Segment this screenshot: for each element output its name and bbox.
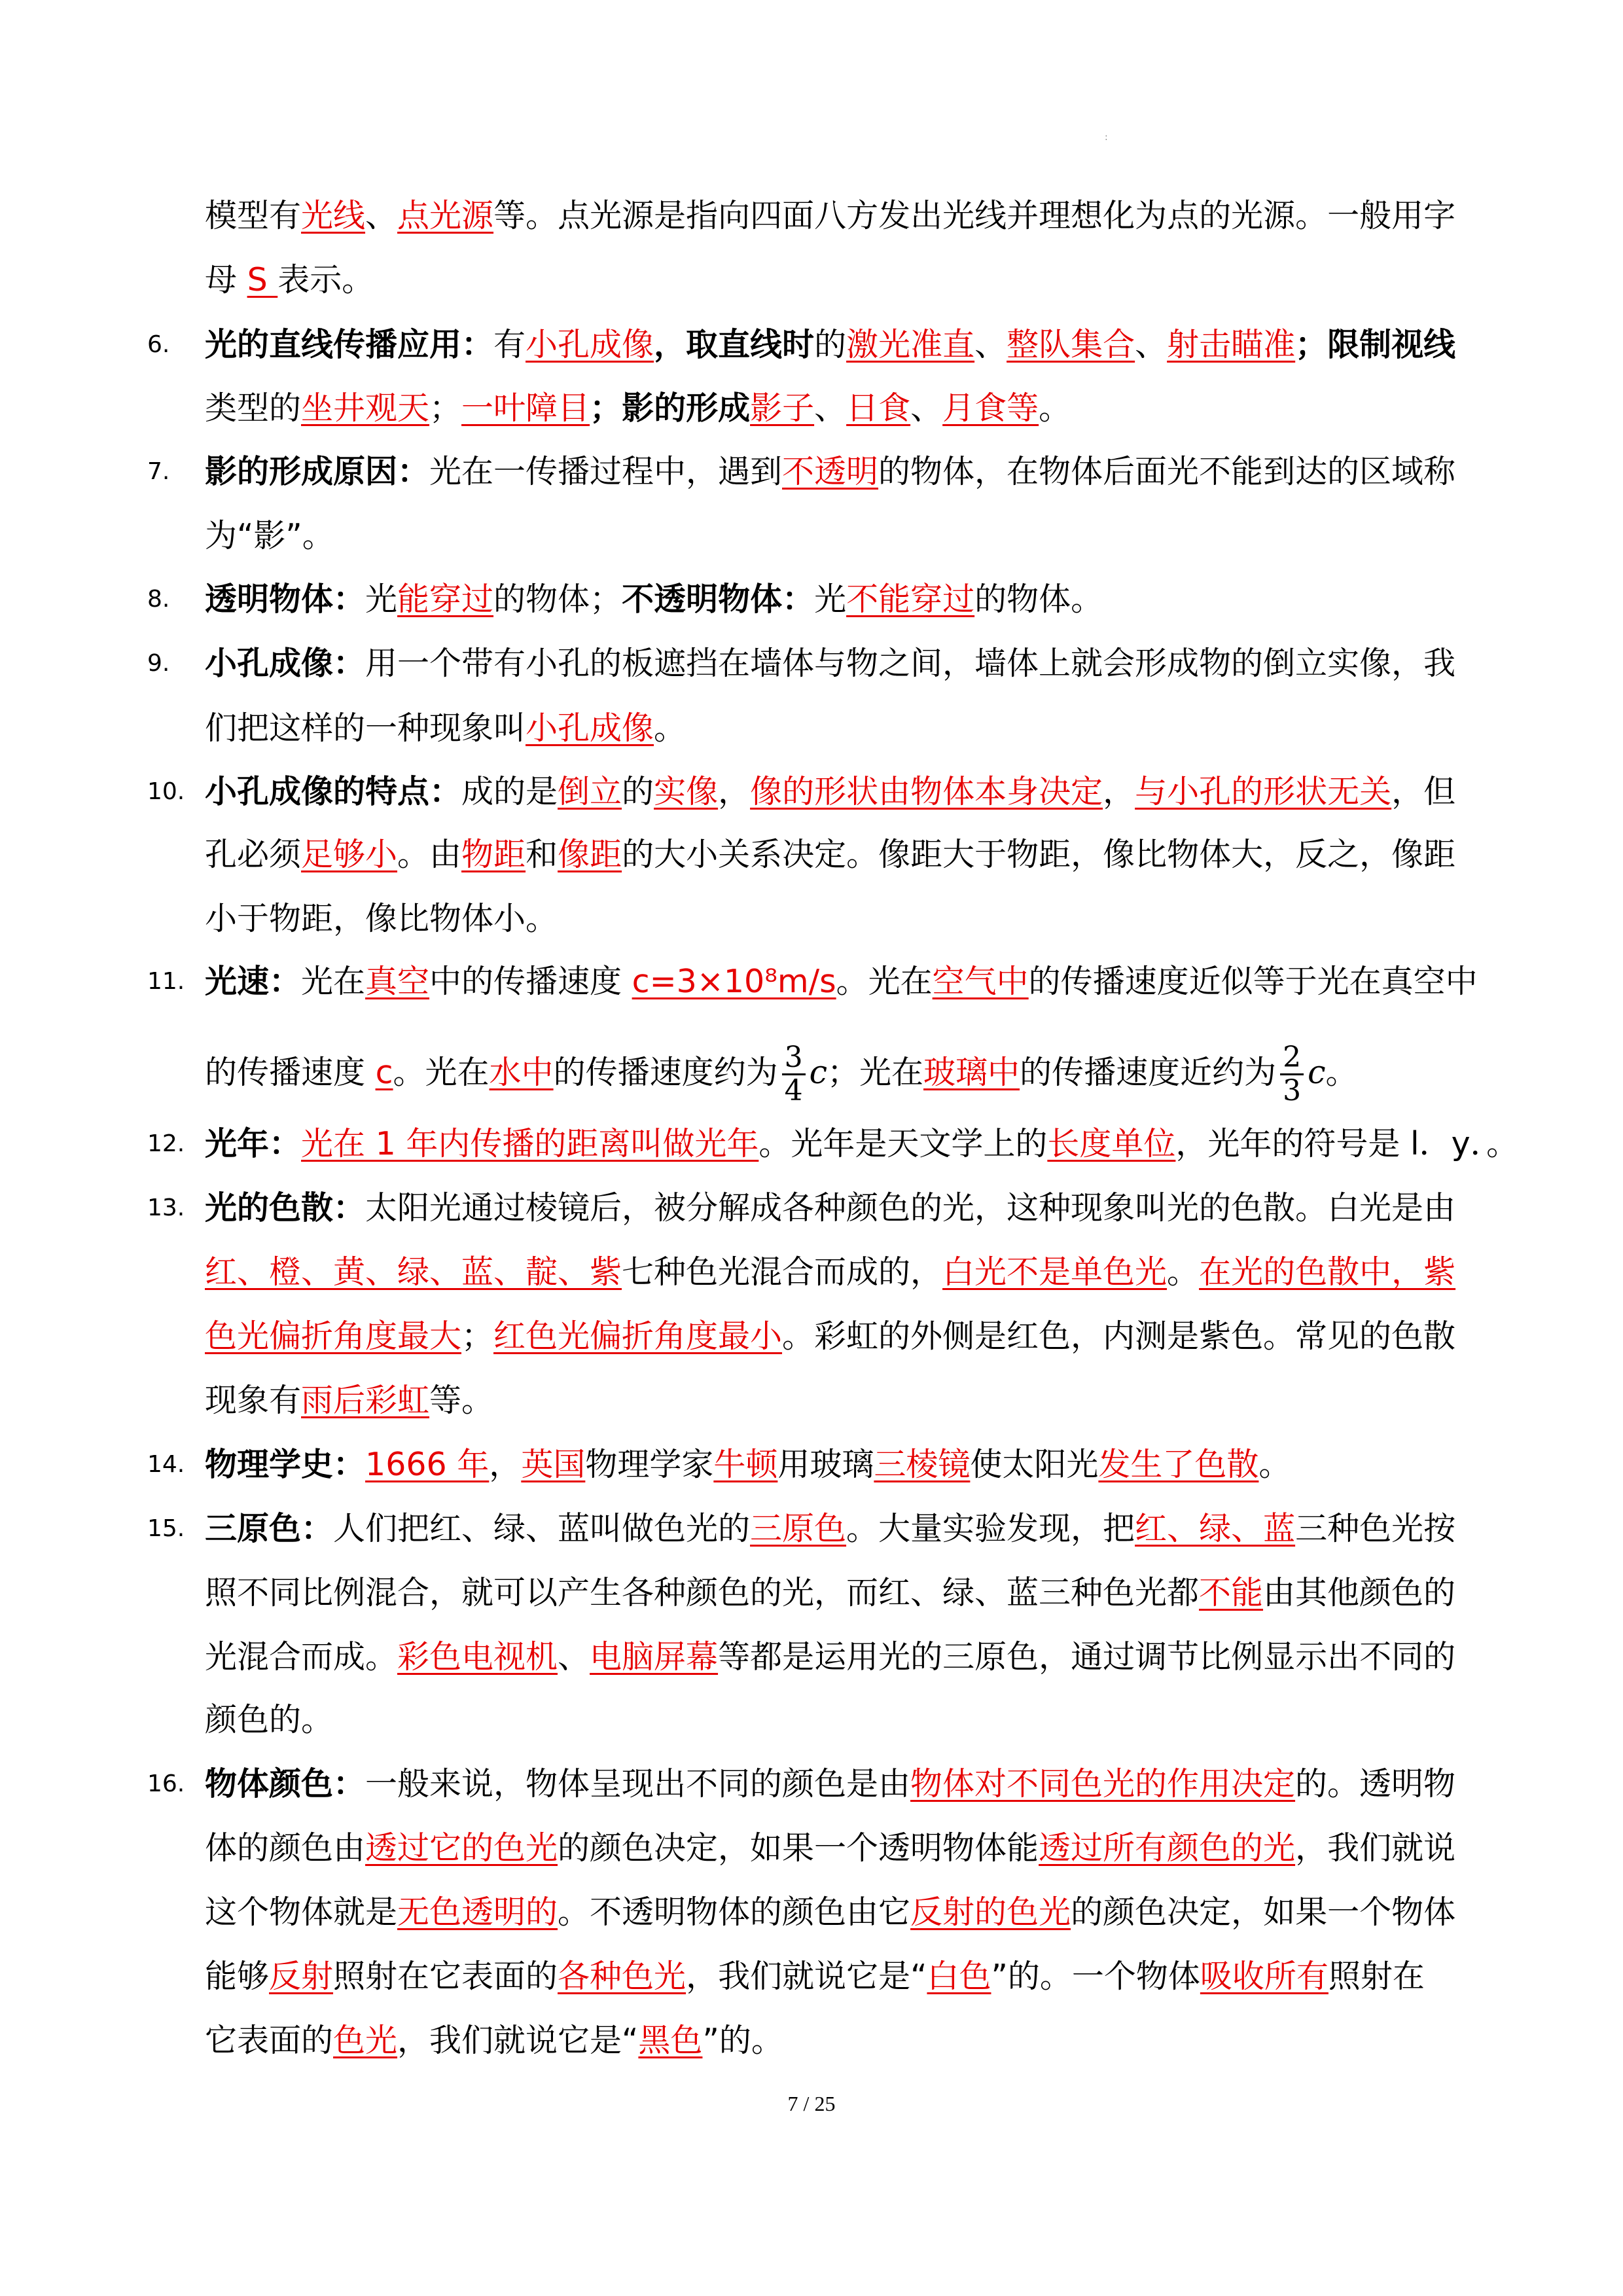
text-segment: c bbox=[1308, 1054, 1326, 1091]
highlighted-answer: 倒立 bbox=[558, 773, 622, 810]
text-segment: 光在 bbox=[301, 963, 366, 1000]
item-number: 14. bbox=[147, 1451, 185, 1478]
text-line bbox=[205, 516, 1488, 556]
bold-term: ；影的形成 bbox=[590, 389, 751, 427]
highlighted-answer: 牛顿 bbox=[713, 1446, 778, 1483]
bold-term: 小孔成像： bbox=[205, 645, 366, 682]
highlighted-answer: 光在 1 年内传播的距离叫做光年 bbox=[301, 1125, 759, 1162]
text-segment: 三种色光按 bbox=[1295, 1510, 1456, 1547]
text-segment: 一般来说，物体呈现出不同的颜色是由 bbox=[365, 1765, 911, 1803]
text-segment: ； bbox=[461, 1318, 494, 1355]
text-line bbox=[205, 1124, 1519, 1164]
text-segment: 。 bbox=[1325, 1054, 1358, 1091]
highlighted-answer: 真空 bbox=[365, 963, 430, 1000]
text-segment: 。不透明物体的颜色由它 bbox=[558, 1893, 911, 1931]
text-line bbox=[205, 1509, 1488, 1549]
text-line bbox=[205, 452, 1488, 492]
text-line bbox=[205, 1573, 1488, 1613]
highlighted-answer: 日食 bbox=[846, 389, 911, 427]
highlighted-answer: 反射 bbox=[269, 1958, 334, 1995]
fraction-denominator: 3 bbox=[1283, 1074, 1302, 1107]
text-line bbox=[205, 325, 1488, 365]
text-segment: 体的颜色由 bbox=[205, 1829, 366, 1867]
highlighted-answer: 色光偏折角度最大 bbox=[205, 1318, 462, 1355]
highlighted-answer: 1666 年 bbox=[365, 1446, 490, 1483]
text-segment: 等。 bbox=[429, 1382, 494, 1419]
text-line bbox=[205, 1381, 1488, 1420]
text-segment: 有 bbox=[493, 326, 526, 363]
text-segment: 的颜色决定，如果一个透明物体能 bbox=[558, 1829, 1039, 1867]
text-segment: 照不同比例混合，就可以产生各种颜色的光，而红、绿、蓝三种色光都 bbox=[205, 1574, 1200, 1611]
bold-term: 不透明物体： bbox=[622, 581, 815, 618]
highlighted-answer: 吸收所有 bbox=[1200, 1958, 1329, 1995]
highlighted-answer: 不能穿过 bbox=[846, 581, 975, 618]
highlighted-answer: 红、橙、黄、绿、蓝、靛、紫 bbox=[205, 1253, 622, 1291]
text-segment: 、 bbox=[365, 197, 398, 234]
item-number: 11. bbox=[147, 968, 185, 995]
highlighted-answer: 物距 bbox=[461, 836, 526, 873]
text-segment: 七种色光混合而成的， bbox=[622, 1253, 943, 1291]
text-segment: 由其他颜色的 bbox=[1263, 1574, 1456, 1611]
text-segment: 、 bbox=[814, 389, 847, 427]
text-segment: 。 bbox=[1258, 1446, 1291, 1483]
text-segment: 现象有 bbox=[205, 1382, 302, 1419]
text-segment: 为“影”。 bbox=[205, 517, 334, 554]
text-line bbox=[205, 772, 1488, 812]
text-segment: 的物体； bbox=[493, 581, 622, 618]
bold-term: 物体颜色： bbox=[205, 1765, 366, 1803]
highlighted-answer: 电脑屏幕 bbox=[590, 1638, 719, 1676]
highlighted-answer: 足够小 bbox=[301, 836, 398, 873]
text-segment: 类型的 bbox=[205, 389, 302, 427]
text-segment: 和 bbox=[526, 836, 558, 873]
text-segment: 、 bbox=[974, 326, 1007, 363]
text-line bbox=[205, 2021, 1488, 2060]
highlighted-answer: 点光源 bbox=[397, 197, 494, 234]
highlighted-answer: 色光 bbox=[333, 2022, 398, 2059]
text-segment: 光 bbox=[814, 581, 847, 618]
text-segment: 用玻璃 bbox=[777, 1446, 874, 1483]
text-segment: ，光年的符号是 l．y．。 bbox=[1175, 1125, 1519, 1162]
bold-term: ；限制视线 bbox=[1295, 326, 1456, 363]
text-segment: ；光在 bbox=[827, 1054, 924, 1091]
text-segment: 。大量实验发现，把 bbox=[846, 1510, 1135, 1547]
text-line bbox=[205, 1829, 1488, 1868]
text-segment: 、 bbox=[1135, 326, 1168, 363]
text-line bbox=[205, 835, 1488, 874]
text-line bbox=[205, 580, 1488, 619]
item-number: 8. bbox=[147, 586, 170, 613]
item-number: 10. bbox=[147, 778, 185, 805]
highlighted-answer: 各种色光 bbox=[558, 1958, 687, 1995]
text-segment: 照射在 bbox=[1328, 1958, 1425, 1995]
highlighted-answer: 影子 bbox=[750, 389, 815, 427]
text-segment: 人们把红、绿、蓝叫做色光的 bbox=[333, 1510, 751, 1547]
text-line bbox=[205, 1253, 1488, 1292]
text-line bbox=[205, 899, 1488, 939]
highlighted-answer: 水中 bbox=[489, 1054, 554, 1091]
fraction-numerator: 3 bbox=[782, 1042, 806, 1075]
highlighted-answer: 玻璃中 bbox=[923, 1054, 1020, 1091]
highlighted-answer: 不透明 bbox=[782, 453, 879, 490]
highlighted-answer: 反射的色光 bbox=[910, 1893, 1071, 1931]
highlighted-answer: 实像 bbox=[654, 773, 719, 810]
text-segment: 小于物距，像比物体小。 bbox=[205, 900, 558, 937]
highlighted-answer: 像的形状由物体本身决定 bbox=[750, 773, 1103, 810]
text-segment: ，但 bbox=[1391, 773, 1456, 810]
text-segment: 成的是 bbox=[461, 773, 558, 810]
text-segment: 们把这样的一种现象叫 bbox=[205, 709, 526, 747]
item-number: 9. bbox=[147, 650, 170, 677]
highlighted-answer: 黑色 bbox=[638, 2022, 703, 2059]
highlighted-answer: 透过它的色光 bbox=[365, 1829, 558, 1867]
text-segment: 使太阳光 bbox=[970, 1446, 1099, 1483]
highlighted-answer: 雨后彩虹 bbox=[301, 1382, 430, 1419]
text-segment: 太阳光通过棱镜后，被分解成各种颜色的光，这种现象叫光的色散。白光是由 bbox=[365, 1189, 1456, 1227]
text-segment: 的物体。 bbox=[974, 581, 1103, 618]
highlighted-answer: 月食等 bbox=[942, 389, 1039, 427]
bold-term: 三原色： bbox=[205, 1510, 334, 1547]
text-line bbox=[205, 389, 1488, 428]
text-segment: ； bbox=[429, 389, 462, 427]
text-segment: 。 bbox=[1039, 389, 1071, 427]
text-segment: ， bbox=[489, 1446, 522, 1483]
text-segment: ， bbox=[718, 773, 751, 810]
text-segment: 、 bbox=[558, 1638, 590, 1676]
bold-term: 光的直线传播应用： bbox=[205, 326, 494, 363]
highlighted-answer: 小孔成像 bbox=[526, 709, 654, 747]
text-segment: 。彩虹的外侧是红色，内测是紫色。常见的色散 bbox=[782, 1318, 1456, 1355]
text-segment: 孔必须 bbox=[205, 836, 302, 873]
highlighted-answer: 在光的色散中，紫 bbox=[1199, 1253, 1456, 1291]
highlighted-answer: 不能 bbox=[1199, 1574, 1264, 1611]
text-segment: 能够 bbox=[205, 1958, 270, 1995]
text-segment: 照射在它表面的 bbox=[333, 1958, 558, 1995]
text-segment: ”的。 bbox=[702, 2022, 783, 2059]
text-segment: 母 bbox=[205, 261, 247, 298]
text-segment: 的传播速度约为 bbox=[553, 1054, 778, 1091]
text-segment: 光混合而成。 bbox=[205, 1638, 398, 1676]
highlighted-answer: c=3×10⁸m/s bbox=[632, 963, 836, 1000]
highlighted-answer: 物体对不同色光的作用决定 bbox=[910, 1765, 1296, 1803]
text-segment: 的传播速度近似等于光在真空中 bbox=[1028, 963, 1478, 1000]
text-line bbox=[205, 196, 1488, 236]
text-line bbox=[205, 709, 1488, 748]
highlighted-answer: 红、绿、蓝 bbox=[1135, 1510, 1296, 1547]
text-segment: 光在一传播过程中，遇到 bbox=[429, 453, 783, 490]
text-segment: ，我们就说它是“ bbox=[397, 2022, 639, 2059]
bold-term: 小孔成像的特点： bbox=[205, 773, 462, 810]
text-segment: 物理学家 bbox=[585, 1446, 714, 1483]
text-line bbox=[205, 962, 1488, 1001]
highlighted-answer: 红色光偏折角度最小 bbox=[493, 1318, 783, 1355]
highlighted-answer: 白光不是单色光 bbox=[942, 1253, 1168, 1291]
text-segment: 的传播速度 bbox=[205, 1054, 376, 1091]
bold-term: 光年： bbox=[205, 1125, 302, 1162]
highlighted-answer: 像距 bbox=[558, 836, 622, 873]
text-line bbox=[205, 1700, 1488, 1740]
text-segment: 的 bbox=[814, 326, 847, 363]
bold-term: ，取直线时 bbox=[654, 326, 815, 363]
text-segment: 中的传播速度 bbox=[429, 963, 632, 1000]
highlighted-answer: 与小孔的形状无关 bbox=[1135, 773, 1392, 810]
highlighted-answer: 小孔成像 bbox=[526, 326, 654, 363]
text-segment: 的 bbox=[622, 773, 654, 810]
text-segment: 用一个带有小孔的板遮挡在墙体与物之间，墙体上就会形成物的倒立实像，我 bbox=[365, 645, 1456, 682]
text-segment: ， bbox=[1103, 773, 1135, 810]
text-line bbox=[205, 644, 1488, 683]
text-segment: 、 bbox=[910, 389, 943, 427]
fraction-denominator: 4 bbox=[784, 1074, 803, 1107]
highlighted-answer: 射击瞄准 bbox=[1167, 326, 1296, 363]
highlighted-answer: 整队集合 bbox=[1007, 326, 1135, 363]
text-segment: ”的。一个物体 bbox=[991, 1958, 1200, 1995]
text-line bbox=[205, 1893, 1488, 1932]
highlighted-answer: 无色透明的 bbox=[397, 1893, 558, 1931]
text-segment: 这个物体就是 bbox=[205, 1893, 398, 1931]
text-segment: 等。点光源是指向四面八方发出光线并理想化为点的光源。一般用字 bbox=[493, 197, 1456, 234]
text-line bbox=[205, 260, 1488, 300]
highlighted-answer: 空气中 bbox=[932, 963, 1029, 1000]
text-segment: c bbox=[809, 1054, 828, 1091]
highlighted-answer: 长度单位 bbox=[1047, 1125, 1176, 1162]
highlighted-answer: 三原色 bbox=[750, 1510, 847, 1547]
highlighted-answer: 发生了色散 bbox=[1098, 1446, 1259, 1483]
highlighted-answer: 能穿过 bbox=[397, 581, 494, 618]
text-segment: 表示。 bbox=[277, 261, 374, 298]
text-segment: 的传播速度近约为 bbox=[1020, 1054, 1277, 1091]
highlighted-answer: 一叶障目 bbox=[461, 389, 590, 427]
text-line bbox=[205, 1638, 1488, 1677]
item-number: 6. bbox=[147, 331, 170, 358]
bold-term: 透明物体： bbox=[205, 581, 366, 618]
text-segment: 颜色的。 bbox=[205, 1701, 334, 1738]
text-segment: 它表面的 bbox=[205, 2022, 334, 2059]
fraction-numerator: 2 bbox=[1280, 1042, 1304, 1075]
text-segment: 等都是运用光的三原色，通过调节比例显示出不同的 bbox=[718, 1638, 1456, 1676]
highlighted-answer: 激光准直 bbox=[846, 326, 975, 363]
text-segment: 。光年是天文学上的 bbox=[758, 1125, 1048, 1162]
text-line bbox=[205, 1957, 1488, 1996]
text-segment: 的大小关系决定。像距大于物距，像比物体大，反之，像距 bbox=[622, 836, 1456, 873]
text-segment: 的颜色决定，如果一个物体 bbox=[1071, 1893, 1456, 1931]
item-number: 15. bbox=[147, 1515, 185, 1542]
text-segment: 。 bbox=[654, 709, 687, 747]
highlighted-answer: 透过所有颜色的光 bbox=[1039, 1829, 1296, 1867]
page-number: 7 / 25 bbox=[787, 2092, 836, 2115]
text-segment: ，我们就说 bbox=[1295, 1829, 1456, 1867]
item-number: 7. bbox=[147, 458, 170, 485]
bold-term: 光速： bbox=[205, 963, 302, 1000]
item-number: 12. bbox=[147, 1130, 185, 1157]
text-line bbox=[205, 1765, 1488, 1804]
highlighted-answer: 彩色电视机 bbox=[397, 1638, 558, 1676]
text-segment: 。由 bbox=[397, 836, 462, 873]
highlighted-answer: S bbox=[247, 261, 278, 298]
text-line bbox=[205, 1189, 1488, 1228]
bold-term: 物理学史： bbox=[205, 1446, 366, 1483]
bold-term: 光的色散： bbox=[205, 1189, 366, 1227]
text-segment: 。光在 bbox=[836, 963, 933, 1000]
highlighted-answer: c bbox=[375, 1054, 393, 1091]
bold-term: 影的形成原因： bbox=[205, 453, 430, 490]
highlighted-answer: 坐井观天 bbox=[301, 389, 430, 427]
corner-mark: : bbox=[1105, 132, 1108, 143]
text-segment: ，我们就说它是“ bbox=[686, 1958, 927, 1995]
item-number: 13. bbox=[147, 1194, 185, 1221]
fraction bbox=[782, 1042, 806, 1107]
text-segment: 模型有 bbox=[205, 197, 302, 234]
highlighted-answer: 三棱镜 bbox=[874, 1446, 971, 1483]
text-segment: 。 bbox=[1167, 1253, 1200, 1291]
text-line bbox=[205, 1317, 1488, 1356]
text-segment: 。光在 bbox=[393, 1054, 490, 1091]
fraction bbox=[1280, 1042, 1304, 1107]
text-line bbox=[205, 1042, 1488, 1107]
text-segment: 光 bbox=[365, 581, 398, 618]
text-segment: 的。透明物 bbox=[1295, 1765, 1456, 1803]
text-line bbox=[205, 1445, 1488, 1484]
highlighted-answer: 英国 bbox=[521, 1446, 586, 1483]
highlighted-answer: 白色 bbox=[927, 1958, 991, 1995]
item-number: 16. bbox=[147, 1770, 185, 1797]
highlighted-answer: 光线 bbox=[301, 197, 366, 234]
text-segment: 的物体，在物体后面光不能到达的区域称 bbox=[878, 453, 1456, 490]
